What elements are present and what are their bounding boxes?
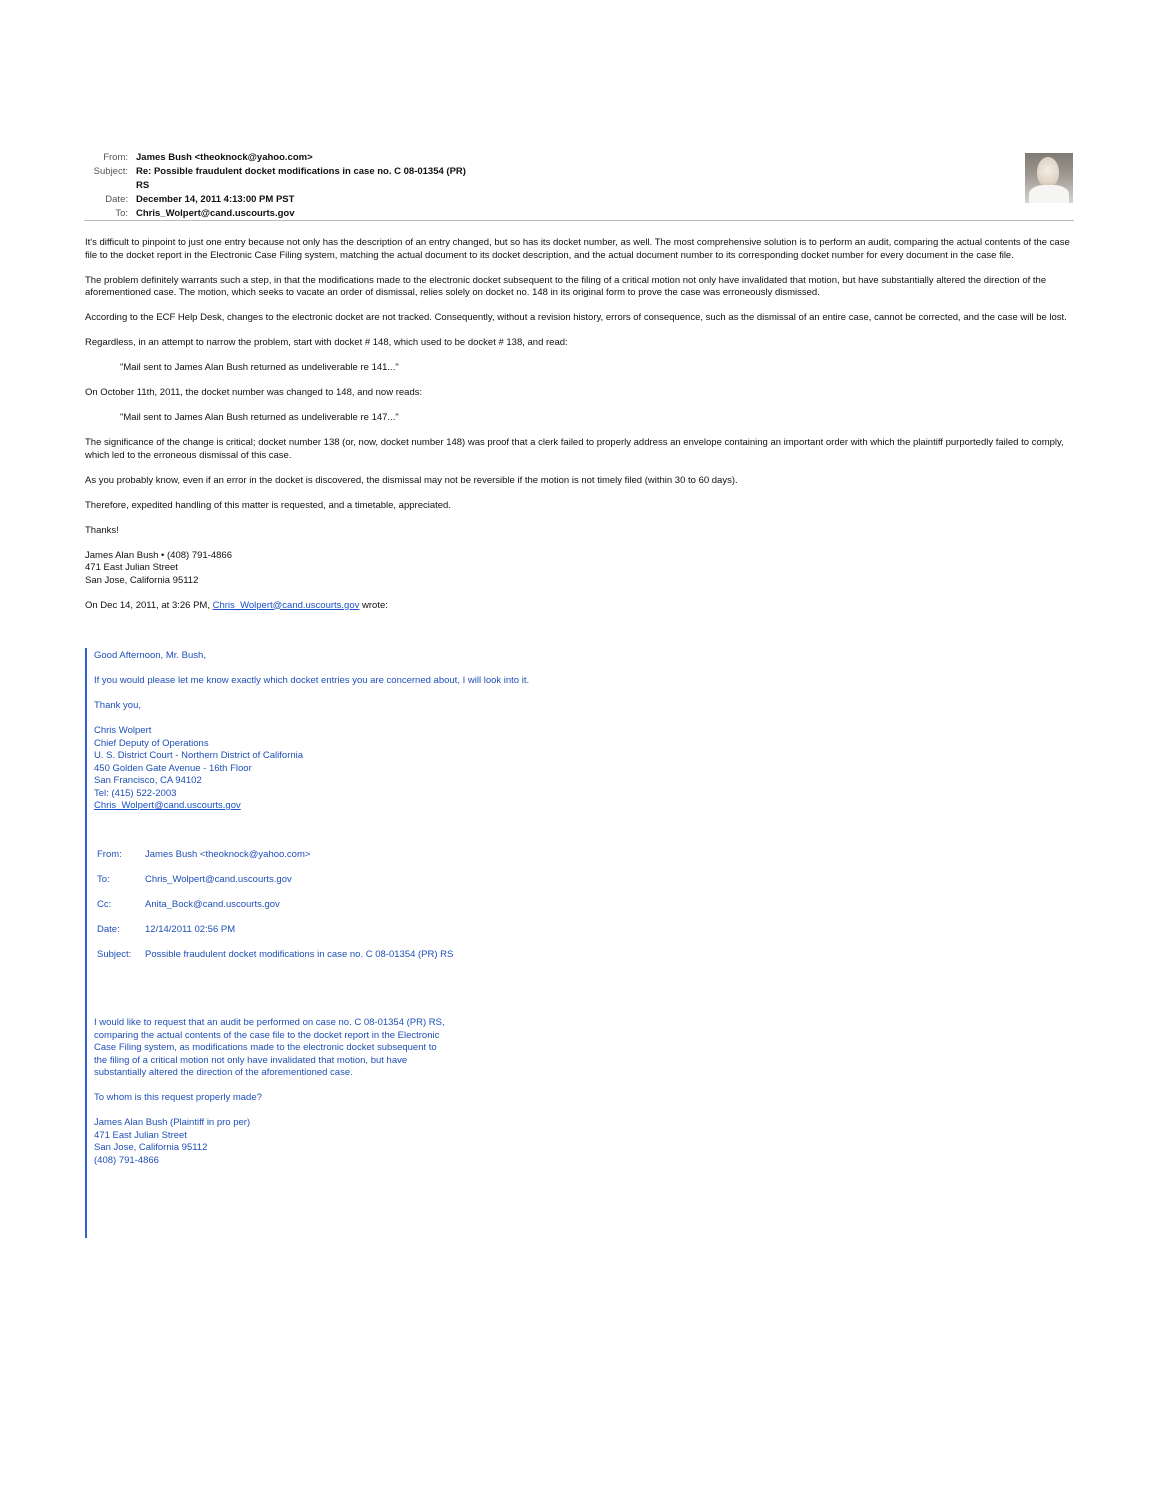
body-paragraph-5: On October 11th, 2011, the docket number was changed to 148, and now reads: [85,387,423,398]
request-sig-line: San Jose, California 95112 [94,1142,208,1153]
avatar-shirt [1029,185,1069,203]
attribution-prefix: On Dec 14, 2011, at 3:26 PM, [85,599,210,611]
request-sig-line: James Alan Bush (Plaintiff in pro per) [94,1117,251,1128]
quoted-sig-line: U. S. District Court - Northern District of California [94,750,304,761]
fwd-date-label: Date: [97,923,120,935]
quoted-greeting: Good Afternoon, Mr. Bush, [94,650,206,661]
request-paragraph: I would like to request that an audit be performed on case no. C 08-01354 (PR) RS, comparing the actual contents of the case file to the docket report in the Electronic Case Filing system, as modifications made to the electronic docket subsequent to the filing of a critical motion not only have invalidated that motion, but have substantially altered the direction of the aforementioned case. [94,1017,445,1078]
body-paragraph-1: It's difficult to pinpoint to just one entry because not only has the description of an entry changed, but so has its docket number, as well. The most comprehensive solution is to perform an audit, comparing the actual contents of the case file to the docket report in the Electronic Case Filing system, matching the actual document to its docket description, and the actual document number to its corresponding docket number for every document in the case file. [85,237,1070,261]
request-sig-line: 471 East Julian Street [94,1129,187,1141]
sender-avatar [1025,153,1073,203]
body-paragraph-9: Thanks! [85,524,119,536]
fwd-from-value: James Bush <theoknock@yahoo.com> [145,848,311,860]
quoted-sig-line: Chris Wolpert [94,725,152,736]
header-to-row [84,207,1074,221]
quoted-paragraph: If you would please let me know exactly which docket entries you are concerned about, I will look into it. [94,675,530,686]
quote-bar [85,648,87,1238]
body-paragraph-3: According to the ECF Help Desk, changes to the electronic docket are not tracked. Consequently, without a revision history, errors of consequence, such as the dismissal of an entire case, cannot be corrected, and the case will be lost. [85,312,1067,323]
quoted-message [94,650,614,1167]
quoted-sig-line: Chief Deputy of Operations [94,737,209,749]
quoted-sig-line: San Francisco, CA 94102 [94,775,202,786]
request-question: To whom is this request properly made? [94,1092,262,1103]
header-from-row [84,151,1074,165]
forwarded-header [94,849,614,962]
quoted-sig-line: 450 Golden Gate Avenue - 16th Floor [94,762,252,774]
original-request [94,1017,614,1167]
to-value: Chris_Wolpert@cand.uscourts.gov [136,208,295,219]
to-label: To: [115,208,128,219]
body-paragraph-4: Regardless, in an attempt to narrow the problem, start with docket # 148, which used to be docket # 138, and read: [85,337,568,348]
fwd-subject-label: Subject: [97,948,132,960]
quoted-thanks: Thank you, [94,700,141,711]
fwd-from-row [97,849,614,862]
fwd-date-row [97,924,614,937]
header-subject-row [84,165,1074,193]
date-value: December 14, 2011 4:13:00 PM PST [136,194,295,205]
attribution-suffix: wrote: [362,599,388,611]
fwd-to-value: Chris_Wolpert@cand.uscourts.gov [145,873,292,885]
docket-quote-1: "Mail sent to James Alan Bush returned as undeliverable re 141..." [120,362,399,373]
header-divider [84,220,1074,221]
request-sig-line: (408) 791-4866 [94,1154,159,1166]
from-label: From: [103,152,128,163]
from-value: James Bush <theoknock@yahoo.com> [136,152,313,163]
body-paragraph-2: The problem definitely warrants such a step, in that the modifications made to the electronic docket subsequent to the filing of a critical motion not only have invalidated that motion, but have substantially altered the direction of the aforementioned case. The motion, which seeks to vacate an order of dismissal, relies solely on docket no. 148 in its original form to prove the case was erroneously dismissed. [85,274,1047,298]
subject-value: Re: Possible fraudulent docket modifications in case no. C 08-01354 (PR) RS [136,166,466,191]
signature-line-2: 471 East Julian Street [85,562,178,573]
body-paragraph-6: The significance of the change is critical; docket number 138 (or, now, docket number 148) was proof that a clerk failed to properly address an envelope containing an important order with which the plaintiff purportedly failed to comply, which led to the erroneous dismissal of this case. [85,437,1064,461]
fwd-from-label: From: [97,848,122,860]
attribution-email-link[interactable]: Chris_Wolpert@cand.uscourts.gov [212,599,360,611]
subject-label: Subject: [93,166,128,177]
avatar-face [1037,157,1059,187]
body-paragraph-8: Therefore, expedited handling of this matter is requested, and a timetable, appreciated. [85,499,451,511]
fwd-date-value: 12/14/2011 02:56 PM [145,923,236,935]
email-body [85,237,1075,625]
fwd-subject-row [97,949,614,962]
fwd-subject-value: Possible fraudulent docket modifications in case no. C 08-01354 (PR) RS [145,948,454,960]
header-date-row [84,193,1074,207]
date-label: Date: [105,194,128,205]
fwd-cc-row [97,899,614,912]
fwd-cc-label: Cc: [97,898,112,910]
signature-line-1: James Alan Bush • (408) 791-4866 [85,549,232,561]
docket-quote-2: "Mail sent to James Alan Bush returned as undeliverable re 147..." [120,412,399,423]
sender-signature [85,550,1075,588]
reply-attribution [85,600,1075,613]
request-signature [94,1117,614,1167]
fwd-to-row [97,874,614,887]
fwd-to-label: To: [97,873,110,885]
body-paragraph-7: As you probably know, even if an error in the docket is discovered, the dismissal may not be reversible if the motion is not timely filed (within 30 to 60 days). [85,474,738,486]
signature-line-3: San Jose, California 95112 [85,574,199,586]
fwd-cc-value: Anita_Bock@cand.uscourts.gov [145,898,280,910]
quoted-sig-email-link[interactable]: Chris_Wolpert@cand.uscourts.gov [94,800,241,811]
quoted-signature [94,725,614,813]
email-header [84,151,1074,221]
quoted-sig-line: Tel: (415) 522-2003 [94,787,177,799]
